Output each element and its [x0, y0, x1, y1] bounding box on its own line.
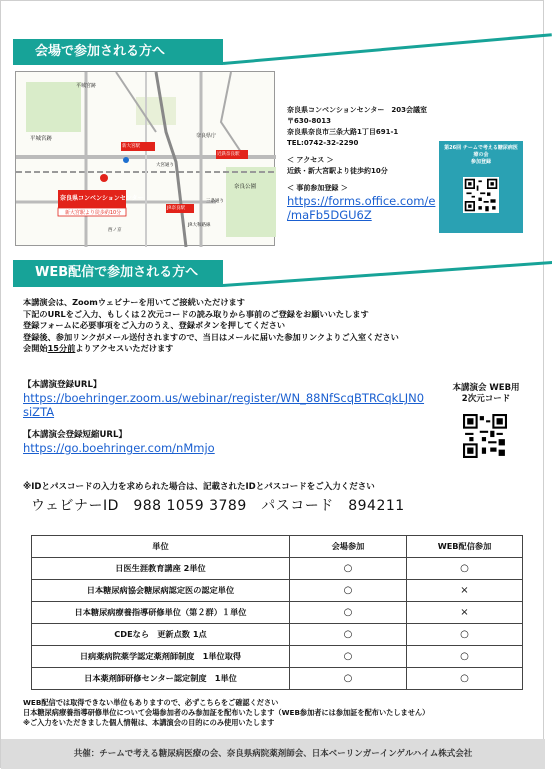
intro-line: 下記のURLをご入力、もしくは２次元コードの読み取りから事前のご登録をお願いいたします — [23, 308, 369, 319]
intro-line: 本講演会は、Zoomウェビナーを用いてご接続いただけます — [23, 297, 245, 307]
reg-url-line1[interactable]: https://boehringer.zoom.us/webinar/register/WN_88NfScqBTRCqkLJN0 — [23, 391, 425, 405]
qr-caption-2: 参加登録 — [470, 159, 491, 165]
web-qr-caption: 本講演会 WEB用 2次元コード — [452, 383, 520, 404]
short-url-label: 【本講演会登録短縮URL】 — [23, 430, 127, 440]
table-header-row — [32, 536, 523, 558]
web-intro — [23, 297, 523, 355]
col-header-venue: 会場参加 — [290, 536, 407, 558]
footnote: WEB配信では取得できない単位もありますので、必ずこちらをご確認ください — [23, 698, 279, 707]
col-header-web: WEB配信参加 — [407, 536, 523, 558]
intro-line: 登録フォームに必要事項をご入力のうえ、登録ボタンを押してください — [23, 320, 286, 331]
sponsor-bar: 共催：チームで考える糖尿病医療の会、奈良県病院薬剤師会、日本ベーリンガーインゲルハイム株式会社 — [1, 739, 545, 769]
venue-name: 奈良県コンベンションセンター 203会議室 — [287, 106, 428, 114]
map-label-heijo: 平城宮跡 — [30, 136, 53, 142]
table-row: 日本糖尿病協会糖尿病認定医の認定単位 ○ × — [32, 580, 523, 602]
venue-map — [15, 71, 275, 246]
reg-url-label: 【本講演登録URL】 — [23, 380, 102, 390]
section-divider-line — [223, 261, 552, 287]
map-label-sanjo: 三条通り — [206, 199, 224, 204]
intro-line: 会開始15分前よりアクセスいただけます — [23, 343, 174, 354]
footnote: 日本糖尿病療養指導研修単位について会場参加者のみ参加証を配布いたします（WEB参加者には参加証を配布いたしません） — [23, 708, 430, 717]
map-graphic — [16, 72, 276, 247]
intro-line: 登録後、参加リンクがメール送付されますので、当日はメールに届いた参加リンクよりご入室ください — [23, 331, 399, 342]
short-url-link[interactable]: https://go.boehringer.com/nMmjo — [23, 441, 215, 455]
map-label-jr-line: JR大和路線 — [188, 223, 211, 228]
reg-url-line2[interactable]: siZTA — [23, 405, 55, 419]
prereg-url-line2[interactable]: /maFb5DGU6Z — [287, 208, 372, 222]
prereg-heading: ＜ 事前参加登録 ＞ — [287, 184, 348, 192]
footnotes — [23, 698, 533, 728]
web-qr-code[interactable] — [463, 414, 507, 458]
map-label-omiya: 大宮通り — [156, 163, 174, 168]
table-row: 日医生涯教育講座 2単位 ○ ○ — [32, 558, 523, 580]
qr-caption-1: 第26回 チームで考える糖尿病医療の会 — [444, 145, 518, 158]
section-underline — [13, 62, 223, 65]
venue-postal: 〒630-8013 — [287, 117, 331, 125]
table-row: CDEなら 更新点数 1点 ○ ○ — [32, 624, 523, 646]
map-label-nara-park: 奈良公園 — [234, 184, 257, 190]
map-label-venue: 奈良県コンベンションセンター — [60, 195, 144, 202]
nara-park-area — [226, 167, 276, 237]
venue-address: 奈良県奈良市三条大路1丁目691-1 — [287, 128, 399, 136]
map-label-jr-nara: JR奈良駅 — [167, 206, 185, 211]
id-passcode-note: ※IDとパスコードの入力を求められた場合は、記載されたIDとパスコードをご入力ください — [23, 482, 375, 492]
map-label-shin-omiya: 新大宮駅 — [122, 144, 140, 149]
access-heading: ＜ アクセス ＞ — [287, 156, 334, 164]
prereg-qr-panel — [439, 141, 523, 233]
map-label-nishinokyo: 西ノ京 — [108, 228, 122, 233]
map-label-prefectural-office: 奈良県庁 — [196, 133, 217, 139]
section-divider-line — [223, 33, 552, 65]
heijo-park-area — [26, 82, 81, 132]
section-underline — [13, 284, 223, 287]
venue-info — [287, 105, 437, 222]
credit-table — [31, 535, 523, 690]
table-row: 日本薬剤師研修センター認定制度 1単位 ○ ○ — [32, 668, 523, 690]
map-label-kintetsu-nara: 近鉄奈良駅 — [217, 152, 240, 157]
venue-tel: TEL:0742-32-2290 — [287, 139, 359, 147]
prereg-qr-code[interactable] — [463, 177, 499, 213]
prereg-url-line1[interactable]: https://forms.office.com/e — [287, 194, 436, 208]
section-web-title: WEB配信で参加される方へ — [13, 260, 223, 286]
webinar-id-passcode: ウェビナーID 988 1059 3789 パスコード 894211 — [31, 498, 405, 514]
map-label-heijo-top: 平城宮跡 — [76, 83, 97, 89]
section-venue-title: 会場で参加される方へ — [13, 39, 223, 65]
table-row: 日病薬病院薬学認定薬剤師制度 1単位取得 ○ ○ — [32, 646, 523, 668]
table-row: 日本糖尿病療養指導研修単位（第２群）１単位 ○ × — [32, 602, 523, 624]
col-header-credit: 単位 — [32, 536, 290, 558]
map-label-venue-sub: 新大宮駅より徒歩約10分 — [64, 210, 122, 216]
footnote: ※ご入力をいただきました個人情報は、本講演会の目的にのみ使用いたします — [23, 718, 275, 727]
access-text: 近鉄・新大宮駅より徒歩約10分 — [287, 167, 388, 175]
start-time-emphasis: 15分前 — [47, 343, 76, 354]
registration-links — [23, 379, 443, 455]
